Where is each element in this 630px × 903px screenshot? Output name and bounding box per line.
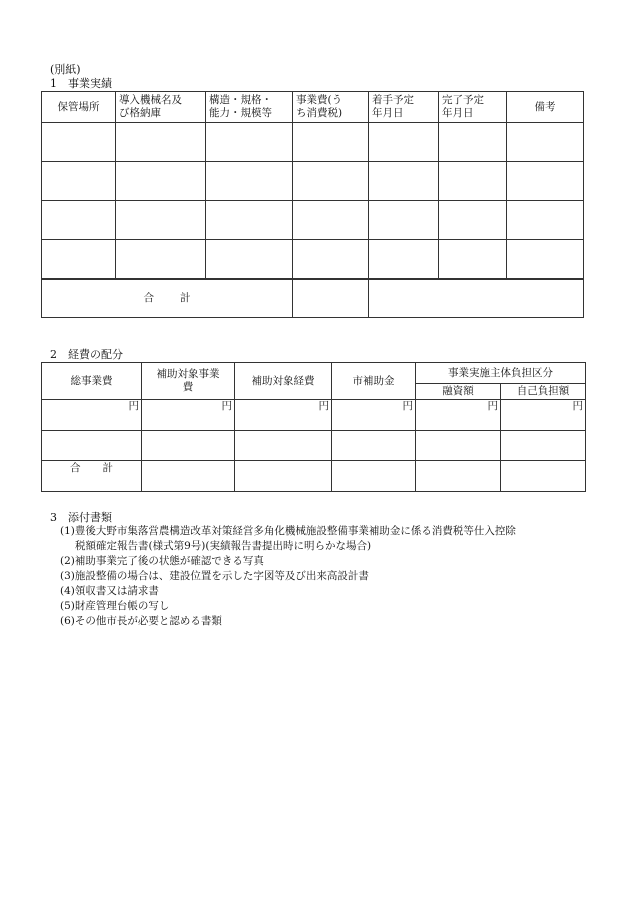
input-cell[interactable] bbox=[42, 201, 116, 240]
input-cell[interactable] bbox=[439, 162, 507, 201]
table-row bbox=[42, 123, 584, 162]
amount-cell[interactable] bbox=[235, 461, 332, 492]
attachment-item: (6)その他市長が必要と認める書類 bbox=[60, 615, 222, 627]
amount-cell[interactable]: 円 bbox=[42, 400, 142, 431]
col-machine-name: 導入機械名及 び格納庫 bbox=[116, 92, 206, 123]
input-cell[interactable] bbox=[439, 240, 507, 280]
amount-cell[interactable]: 円 bbox=[332, 400, 416, 431]
input-cell[interactable] bbox=[42, 162, 116, 201]
input-cell[interactable] bbox=[507, 240, 584, 280]
amount-cell[interactable] bbox=[235, 431, 332, 461]
input-cell[interactable] bbox=[42, 123, 116, 162]
amount-cell[interactable] bbox=[332, 431, 416, 461]
amount-cell[interactable] bbox=[142, 431, 235, 461]
col-remarks: 備考 bbox=[507, 92, 584, 123]
amount-cell[interactable] bbox=[416, 461, 501, 492]
input-cell[interactable] bbox=[206, 123, 293, 162]
attachment-item: (4)領収書又は請求書 bbox=[60, 585, 159, 597]
attachment-item: (1)豊後大野市集落営農構造改革対策経営多角化機械施設整備事業補助金に係る消費税等仕入控除 bbox=[60, 525, 516, 537]
total-label: 合 計 bbox=[42, 279, 293, 318]
table-row bbox=[42, 162, 584, 201]
col-burden-group: 事業実施主体負担区分 bbox=[416, 363, 586, 384]
section3-heading: 3 添付書類 bbox=[50, 511, 112, 524]
input-cell[interactable] bbox=[206, 201, 293, 240]
section2-heading: 2 経費の配分 bbox=[50, 348, 123, 361]
total-blank-cell bbox=[369, 279, 584, 318]
amount-cell[interactable] bbox=[501, 431, 586, 461]
amount-cell[interactable]: 円 bbox=[235, 400, 332, 431]
total-cost-cell[interactable] bbox=[293, 279, 369, 318]
input-cell[interactable] bbox=[206, 240, 293, 280]
amount-cell[interactable] bbox=[332, 461, 416, 492]
col-loan-amount: 融資額 bbox=[416, 384, 501, 400]
table-row bbox=[42, 431, 586, 461]
amount-cell[interactable]: 円 bbox=[142, 400, 235, 431]
col-subsidy-target-cost: 補助対象事業 費 bbox=[142, 363, 235, 400]
col-project-cost: 事業費(う ち消費税) bbox=[293, 92, 369, 123]
col-self-burden: 自己負担額 bbox=[501, 384, 586, 400]
input-cell[interactable] bbox=[369, 201, 439, 240]
input-cell[interactable] bbox=[369, 123, 439, 162]
input-cell[interactable] bbox=[116, 201, 206, 240]
results-total-row bbox=[42, 279, 584, 318]
attachment-item-continued: 税額確定報告書(様式第9号)(実績報告書提出時に明らかな場合) bbox=[75, 540, 372, 552]
input-cell[interactable] bbox=[116, 162, 206, 201]
col-subsidy-target-expense: 補助対象経費 bbox=[235, 363, 332, 400]
input-cell[interactable] bbox=[293, 123, 369, 162]
input-cell[interactable] bbox=[116, 123, 206, 162]
results-header-row bbox=[42, 92, 584, 123]
attachment-item: (5)財産管理台帳の写し bbox=[60, 600, 170, 612]
amount-cell[interactable]: 円 bbox=[501, 400, 586, 431]
amount-cell[interactable] bbox=[42, 431, 142, 461]
table-row bbox=[42, 240, 584, 280]
amount-cell[interactable] bbox=[416, 431, 501, 461]
input-cell[interactable] bbox=[507, 162, 584, 201]
col-city-subsidy: 市補助金 bbox=[332, 363, 416, 400]
total-label: 合 計 bbox=[42, 461, 142, 492]
input-cell[interactable] bbox=[369, 162, 439, 201]
col-complete-date: 完了予定 年月日 bbox=[439, 92, 507, 123]
amount-cell[interactable] bbox=[142, 461, 235, 492]
amount-cell[interactable]: 円 bbox=[416, 400, 501, 431]
input-cell[interactable] bbox=[507, 201, 584, 240]
input-cell[interactable] bbox=[293, 201, 369, 240]
col-start-date: 着手予定 年月日 bbox=[369, 92, 439, 123]
attachment-item: (2)補助事業完了後の状態が確認できる写真 bbox=[60, 555, 264, 567]
input-cell[interactable] bbox=[369, 240, 439, 280]
col-total-project-cost: 総事業費 bbox=[42, 363, 142, 400]
input-cell[interactable] bbox=[439, 123, 507, 162]
cost-allocation-table bbox=[41, 362, 586, 492]
cost-total-row bbox=[42, 461, 586, 492]
input-cell[interactable] bbox=[206, 162, 293, 201]
results-table bbox=[41, 91, 584, 318]
input-cell[interactable] bbox=[293, 240, 369, 280]
col-storage-location: 保管場所 bbox=[42, 92, 116, 123]
input-cell[interactable] bbox=[293, 162, 369, 201]
input-cell[interactable] bbox=[116, 240, 206, 280]
col-spec: 構造・規格・ 能力・規模等 bbox=[206, 92, 293, 123]
cost-header-row bbox=[42, 363, 586, 384]
section1-heading: 1 事業実績 bbox=[50, 77, 112, 90]
table-row bbox=[42, 400, 586, 431]
input-cell[interactable] bbox=[507, 123, 584, 162]
input-cell[interactable] bbox=[42, 240, 116, 280]
input-cell[interactable] bbox=[439, 201, 507, 240]
table-row bbox=[42, 201, 584, 240]
attachment-item: (3)施設整備の場合は、建設位置を示した字図等及び出来高設計書 bbox=[60, 570, 369, 582]
amount-cell[interactable] bbox=[501, 461, 586, 492]
annex-label: (別紙) bbox=[50, 63, 81, 76]
